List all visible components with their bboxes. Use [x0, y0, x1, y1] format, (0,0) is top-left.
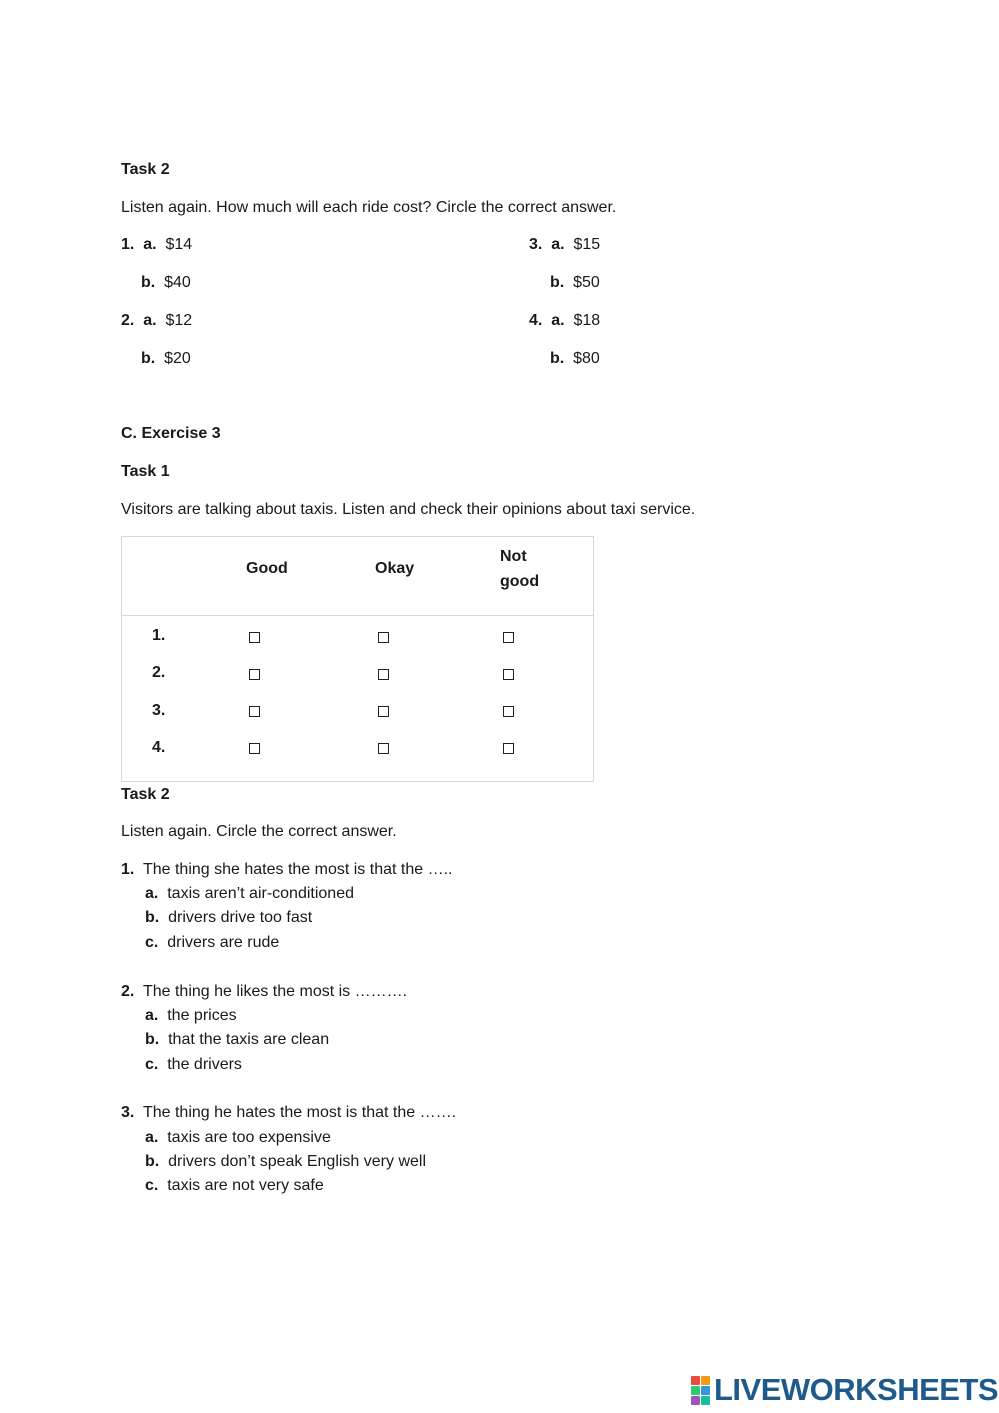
ride-question-2-option-b: [141, 349, 191, 369]
col-header-good: Good: [246, 560, 288, 577]
question-1-option-a[interactable]: [145, 884, 354, 904]
option-letter: c.: [145, 1177, 159, 1194]
option-letter: b.: [550, 274, 565, 291]
checkbox-good-1[interactable]: [249, 632, 260, 643]
option-letter: b.: [145, 909, 160, 926]
question-number: 3.: [121, 1104, 135, 1121]
task1-instruction: Visitors are talking about taxis. Listen and check their opinions about taxi service.: [121, 501, 696, 518]
question-3-option-b[interactable]: [145, 1152, 426, 1172]
ride-question-3-option-b: [550, 273, 600, 293]
question-number: 4.: [529, 312, 543, 329]
checkbox-notgood-2[interactable]: [503, 669, 514, 680]
option-a-value[interactable]: $14: [165, 236, 193, 253]
checkbox-okay-1[interactable]: [378, 632, 389, 643]
question-text: The thing he likes the most is ……….: [142, 983, 408, 1000]
ride-question-2: [121, 311, 192, 331]
question-1: [121, 860, 452, 880]
option-letter: c.: [145, 1056, 159, 1073]
option-letter: b.: [141, 350, 156, 367]
row-label: 4.: [152, 739, 166, 756]
question-2: [121, 982, 407, 1002]
option-letter: b.: [550, 350, 565, 367]
option-letter: a.: [143, 236, 157, 253]
option-text: taxis are not very safe: [167, 1177, 324, 1194]
task2b-instruction: Listen again. Circle the correct answer.: [121, 823, 397, 840]
ride-question-3: [529, 235, 600, 255]
option-text: the drivers: [167, 1056, 242, 1073]
ride-question-4: [529, 311, 600, 331]
header-divider: [122, 615, 593, 616]
checkbox-good-2[interactable]: [249, 669, 260, 680]
option-b-value[interactable]: $50: [573, 274, 600, 291]
question-number: 2.: [121, 983, 135, 1000]
option-b-value[interactable]: $40: [164, 274, 191, 291]
row-label: 3.: [152, 702, 166, 719]
checkbox-okay-4[interactable]: [378, 743, 389, 754]
col-header-okay: Okay: [375, 560, 415, 577]
question-2-option-b[interactable]: [145, 1030, 329, 1050]
option-text: drivers don’t speak English very well: [168, 1153, 426, 1170]
question-number: 2.: [121, 312, 135, 329]
option-b-value[interactable]: $80: [573, 350, 600, 367]
option-letter: a.: [145, 885, 159, 902]
task1-heading: Task 1: [121, 463, 170, 480]
row-label: 1.: [152, 627, 166, 644]
checkbox-okay-2[interactable]: [378, 669, 389, 680]
option-b-value[interactable]: $20: [164, 350, 191, 367]
task2-heading: Task 2: [121, 161, 170, 178]
question-2-option-a[interactable]: [145, 1006, 237, 1026]
option-text: taxis aren’t air-conditioned: [167, 885, 354, 902]
option-text: drivers drive too fast: [168, 909, 313, 926]
question-3: [121, 1103, 456, 1123]
option-letter: a.: [551, 236, 565, 253]
option-a-value[interactable]: $15: [573, 236, 601, 253]
question-2-option-c[interactable]: [145, 1055, 242, 1075]
row-label: 2.: [152, 664, 166, 681]
col-header-not: Not: [500, 548, 527, 565]
option-letter: b.: [141, 274, 156, 291]
question-text: The thing she hates the most is that the …..: [142, 861, 453, 878]
checkbox-good-4[interactable]: [249, 743, 260, 754]
option-text: drivers are rude: [167, 934, 280, 951]
question-3-option-a[interactable]: [145, 1128, 331, 1148]
option-letter: b.: [145, 1031, 160, 1048]
question-number: 1.: [121, 861, 135, 878]
question-text: The thing he hates the most is that the …….: [142, 1104, 457, 1121]
option-letter: b.: [145, 1153, 160, 1170]
option-text: the prices: [167, 1007, 237, 1024]
option-a-value[interactable]: $18: [573, 312, 601, 329]
liveworksheets-logo: [691, 1374, 998, 1406]
task2b-heading: Task 2: [121, 786, 170, 803]
option-letter: c.: [145, 934, 159, 951]
question-1-option-b[interactable]: [145, 908, 312, 928]
logo-mark-icon: [691, 1376, 710, 1405]
option-a-value[interactable]: $12: [165, 312, 193, 329]
option-letter: a.: [145, 1007, 159, 1024]
checkbox-notgood-4[interactable]: [503, 743, 514, 754]
option-letter: a.: [145, 1129, 159, 1146]
question-number: 3.: [529, 236, 543, 253]
ride-question-1: [121, 235, 192, 255]
task2-instruction: Listen again. How much will each ride cost? Circle the correct answer.: [121, 199, 617, 216]
option-text: taxis are too expensive: [167, 1129, 331, 1146]
question-number: 1.: [121, 236, 135, 253]
opinion-table: [121, 536, 594, 782]
checkbox-notgood-3[interactable]: [503, 706, 514, 717]
checkbox-good-3[interactable]: [249, 706, 260, 717]
logo-text: LIVEWORKSHEETS: [714, 1372, 999, 1407]
question-1-option-c[interactable]: [145, 933, 279, 953]
option-text: that the taxis are clean: [168, 1031, 330, 1048]
question-3-option-c[interactable]: [145, 1176, 324, 1196]
col-header-good-2: good: [500, 573, 540, 590]
exercise3-heading: C. Exercise 3: [121, 425, 221, 442]
checkbox-notgood-1[interactable]: [503, 632, 514, 643]
option-letter: a.: [143, 312, 157, 329]
option-letter: a.: [551, 312, 565, 329]
checkbox-okay-3[interactable]: [378, 706, 389, 717]
ride-question-4-option-b: [550, 349, 600, 369]
ride-question-1-option-b: [141, 273, 191, 293]
